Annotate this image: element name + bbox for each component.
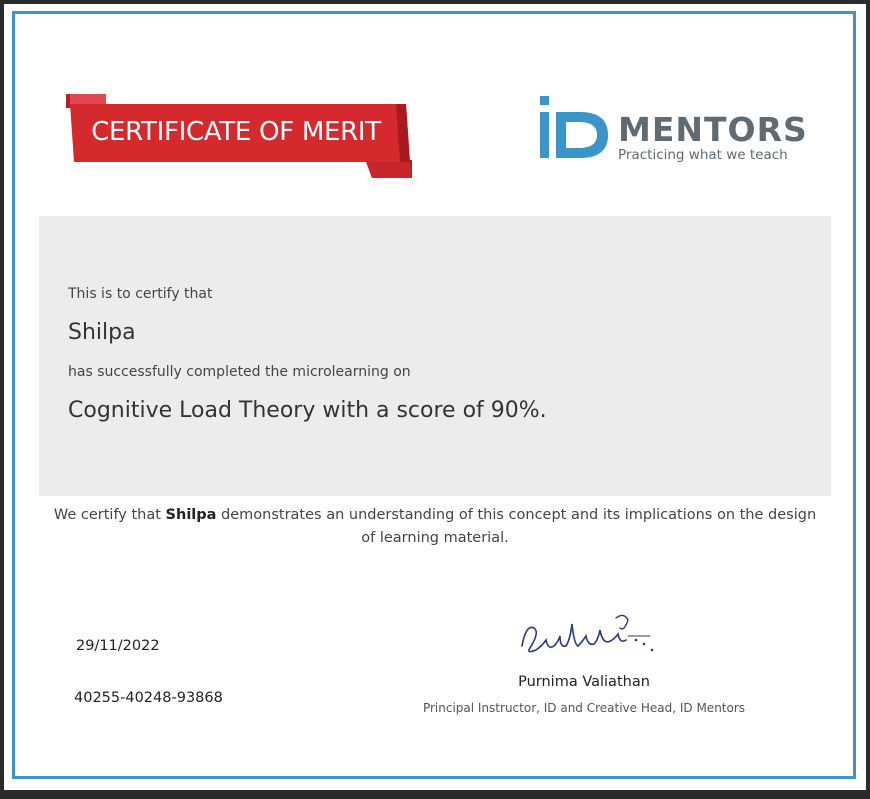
certificate-body-panel [39, 216, 831, 496]
certify-intro: This is to certify that [68, 286, 213, 302]
certificate-id: 40255-40248-93868 [74, 690, 223, 706]
course-title: Cognitive Load Theory with a score of 90%. [68, 398, 547, 423]
brand-name: MENTORS [618, 110, 808, 149]
certificate-page [4, 4, 866, 790]
recipient-name: Shilpa [68, 320, 136, 345]
signer-name: Purnima Valiathan [518, 674, 650, 690]
certification-statement [44, 504, 826, 550]
issue-date: 29/11/2022 [76, 638, 160, 654]
certificate-title: CERTIFICATE OF MERIT [91, 117, 381, 147]
id-logo-icon [536, 92, 616, 164]
signature-image [512, 606, 662, 666]
signer-title: Principal Instructor, ID and Creative Head, ID Mentors [422, 701, 746, 715]
brand-tagline: Practicing what we teach [618, 147, 788, 163]
statement-line2: of learning material. [361, 530, 509, 546]
brand-logo [536, 92, 806, 172]
statement-name: Shilpa [165, 507, 217, 523]
statement-line1-suffix: demonstrates an understanding of this concept and its implications on the design [216, 507, 817, 523]
certificate-banner [66, 90, 412, 178]
completion-text: has successfully completed the microlearning on [68, 364, 411, 380]
statement-prefix: We certify that [53, 507, 166, 523]
